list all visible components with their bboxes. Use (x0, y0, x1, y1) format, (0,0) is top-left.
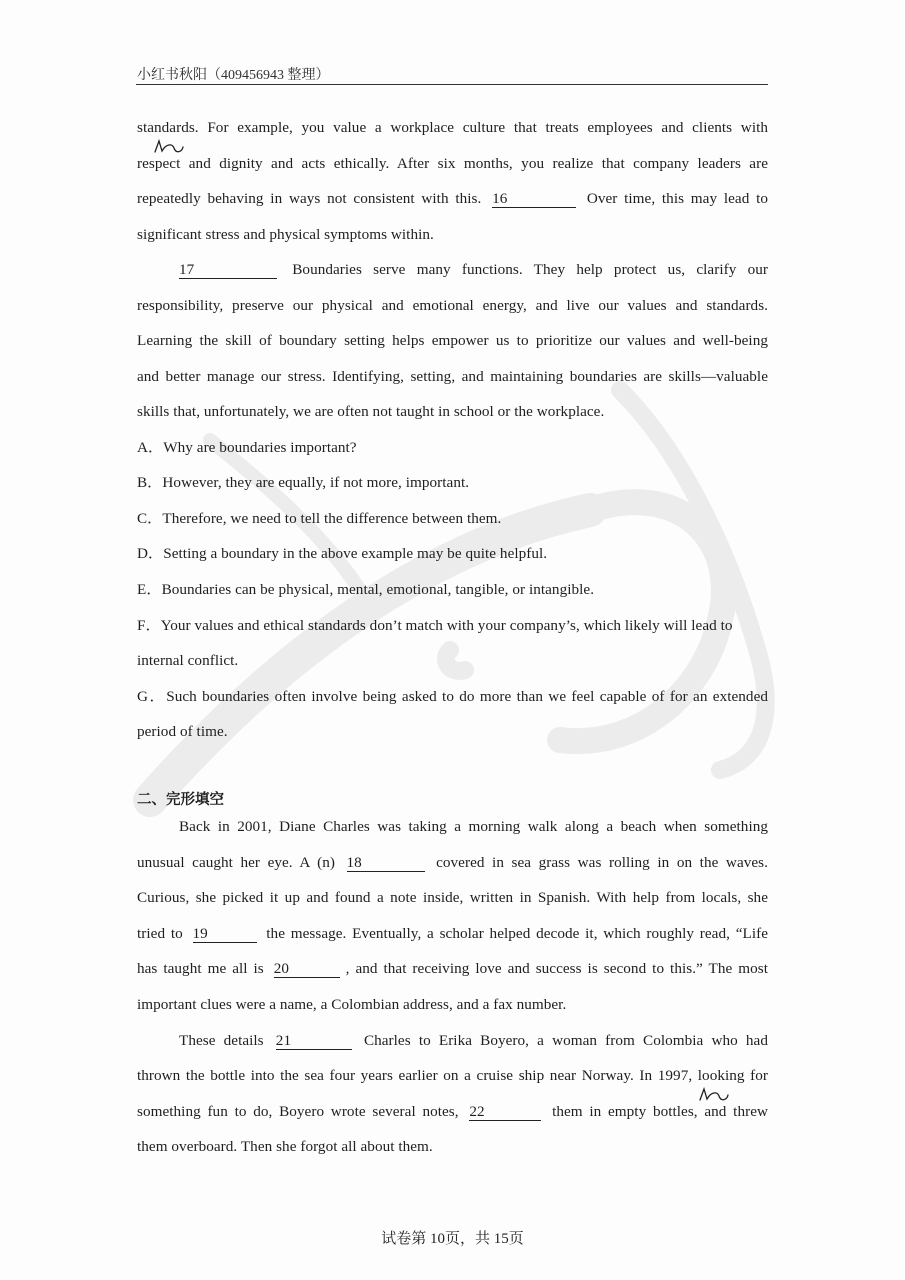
option-e: E．Boundaries can be physical, mental, emotional, tangible, or intangible. (137, 581, 595, 598)
passage-text: Boundaries serve many functions. They help protect us, clarify our (292, 261, 768, 278)
option-d: D．Setting a boundary in the above example may be quite helpful. (137, 545, 548, 562)
blank-16: 16 (492, 190, 576, 208)
passage-text: something fun to do, Boyero wrote several notes, (137, 1103, 459, 1120)
section-title: 二、完形填空 (137, 792, 224, 808)
passage-line (137, 189, 768, 209)
passage-text: , and that receiving love and success is second to this.” The most (345, 960, 768, 977)
passage-text: repeatedly behaving in ways not consistent with this. (137, 190, 482, 207)
passage-line: Curious, she picked it up and found a note inside, written in Spanish. With help from locals, she (137, 889, 768, 906)
passage-line: responsibility, preserve our physical and emotional energy, and live our values and standards. (137, 297, 768, 314)
header-divider (136, 84, 768, 85)
option-b: B．However, they are equally, if not more, important. (137, 474, 470, 491)
passage-line: them overboard. Then she forgot all about them. (137, 1138, 433, 1155)
option-g: G．Such boundaries often involve being asked to do more than we feel capable of for an extended (137, 688, 768, 705)
passage-text: Charles to Erika Boyero, a woman from Colombia who had (363, 1032, 768, 1049)
passage-text: unusual caught her eye. A (n) (137, 854, 335, 871)
blank-22: 22 (469, 1103, 541, 1121)
passage-text: tried to (137, 925, 183, 942)
blank-20: 20 (274, 960, 340, 978)
option-c: C．Therefore, we need to tell the difference between them. (137, 510, 502, 527)
option-a: A．Why are boundaries important? (137, 439, 357, 456)
page-footer: 试卷第 10页，共 15页 (381, 1231, 524, 1247)
passage-text: Over time, this may lead to (586, 190, 768, 207)
option-g-cont: period of time. (137, 723, 228, 740)
blank-18: 18 (347, 854, 425, 872)
page-header: 小红书秋阳（409456943 整理） (137, 68, 330, 83)
passage-line: respect and dignity and acts ethically. After six months, you realize that company leaders are (137, 155, 768, 172)
passage-line (179, 1031, 768, 1051)
passage-line: Back in 2001, Diane Charles was taking a morning walk along a beach when something (179, 818, 768, 835)
passage-line: and better manage our stress. Identifying, setting, and maintaining boundaries are skills—valuable (137, 368, 768, 385)
passage-text: These details (179, 1032, 264, 1049)
option-f: F．Your values and ethical standards don’t match with your company’s, which likely will lead to (137, 617, 733, 634)
blank-21: 21 (276, 1032, 352, 1050)
passage-line (137, 924, 768, 944)
option-f-cont: internal conflict. (137, 652, 239, 669)
passage-text: has taught me all is (137, 960, 264, 977)
passage-text: them in empty bottles, and threw (552, 1103, 768, 1120)
passage-text: covered in sea grass was rolling in on the waves. (436, 854, 768, 871)
passage-line: significant stress and physical symptoms within. (137, 226, 434, 243)
passage-line: thrown the bottle into the sea four years earlier on a cruise ship near Norway. In 1997, looking for (137, 1067, 768, 1084)
passage-line (179, 260, 768, 280)
passage-line: standards. For example, you value a workplace culture that treats employees and clients with (137, 119, 768, 136)
passage-line: skills that, unfortunately, we are often not taught in school or the workplace. (137, 403, 605, 420)
passage-line: Learning the skill of boundary setting helps empower us to prioritize our values and well-being (137, 332, 768, 349)
blank-17: 17 (179, 261, 277, 279)
passage-line (137, 1102, 768, 1122)
passage-line (137, 959, 768, 979)
passage-line: important clues were a name, a Colombian address, and a fax number. (137, 996, 567, 1013)
passage-line (137, 853, 768, 873)
blank-19: 19 (193, 925, 257, 943)
passage-text: the message. Eventually, a scholar helped decode it, which roughly read, “Life (266, 925, 768, 942)
